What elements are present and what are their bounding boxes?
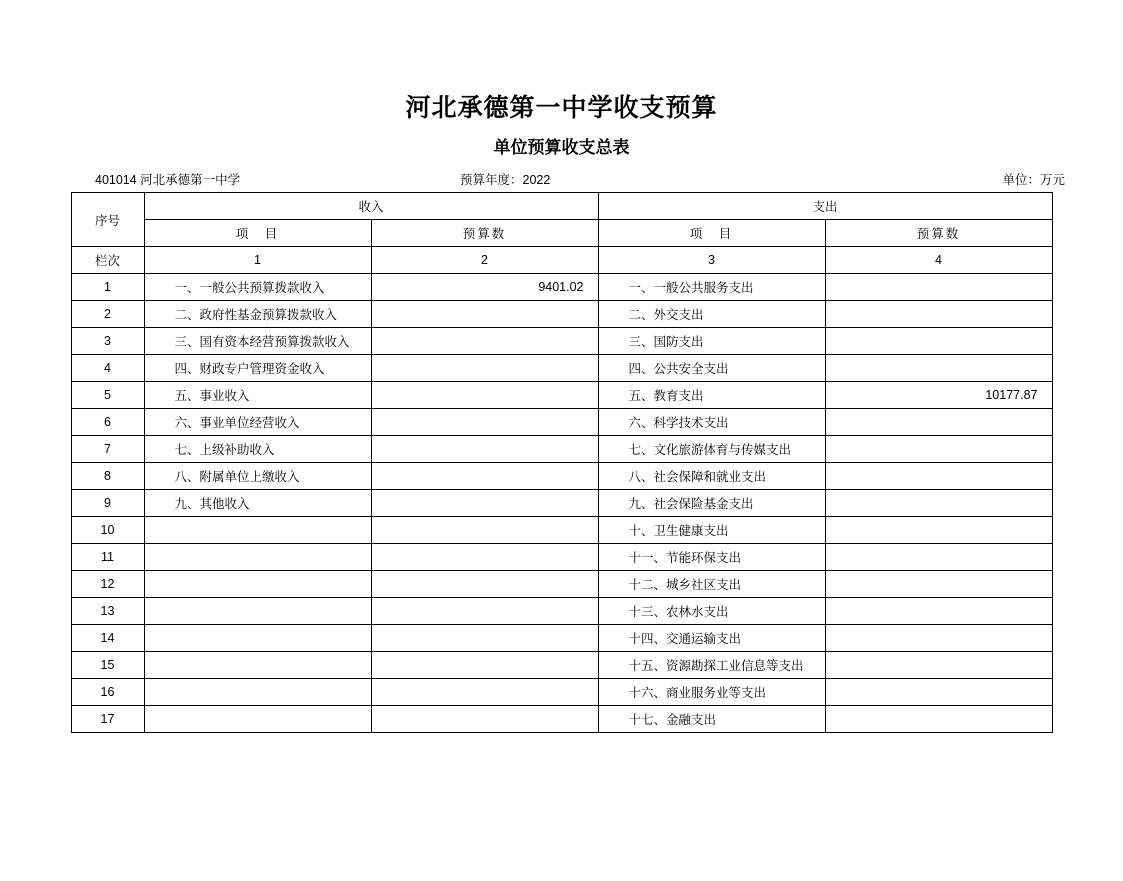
income-value-cell — [371, 706, 598, 733]
expense-value-cell — [825, 409, 1052, 436]
table-row — [71, 301, 1052, 328]
expense-item-cell: 四、公共安全支出 — [598, 355, 825, 382]
income-value-cell — [371, 652, 598, 679]
income-value-cell — [371, 571, 598, 598]
expense-value-cell — [825, 355, 1052, 382]
table-group-header-row — [71, 193, 1052, 220]
income-value-cell — [371, 517, 598, 544]
table-row — [71, 355, 1052, 382]
header-income-budget: 预算数 — [371, 220, 598, 247]
expense-value-cell — [825, 652, 1052, 679]
income-value-cell — [371, 382, 598, 409]
income-item-cell: 六、事业单位经营收入 — [144, 409, 371, 436]
fiscal-year: 预算年度：2022 — [460, 173, 551, 187]
table-row — [71, 706, 1052, 733]
page-subtitle: 单位预算收支总表 — [493, 138, 630, 158]
expense-value-cell — [825, 490, 1052, 517]
income-item-cell — [144, 598, 371, 625]
income-item-cell: 七、上级补助收入 — [144, 436, 371, 463]
expense-item-cell: 七、文化旅游体育与传媒支出 — [598, 436, 825, 463]
income-value-cell — [371, 625, 598, 652]
column-row-label: 栏次 — [71, 247, 144, 274]
income-item-cell — [144, 679, 371, 706]
table-row — [71, 382, 1052, 409]
table-row — [71, 328, 1052, 355]
table-row — [71, 517, 1052, 544]
expense-value-cell — [825, 274, 1052, 301]
table-row — [71, 571, 1052, 598]
income-value-cell — [371, 301, 598, 328]
row-seq: 1 — [71, 274, 144, 301]
row-seq: 3 — [71, 328, 144, 355]
expense-item-cell: 十七、金融支出 — [598, 706, 825, 733]
income-value-cell — [371, 355, 598, 382]
header-seq: 序号 — [71, 193, 144, 247]
expense-value-cell — [825, 571, 1052, 598]
income-item-cell — [144, 544, 371, 571]
expense-value-cell — [825, 301, 1052, 328]
expense-value-cell — [825, 436, 1052, 463]
expense-item-cell: 十三、农林水支出 — [598, 598, 825, 625]
expense-item-cell: 十二、城乡社区支出 — [598, 571, 825, 598]
column-number-1: 1 — [144, 247, 371, 274]
income-item-cell: 五、事业收入 — [144, 382, 371, 409]
table-row — [71, 409, 1052, 436]
table-row — [71, 652, 1052, 679]
income-item-cell — [144, 652, 371, 679]
document-meta — [95, 170, 1065, 188]
income-value-cell — [371, 409, 598, 436]
row-seq: 5 — [71, 382, 144, 409]
expense-value-cell — [825, 625, 1052, 652]
table-row — [71, 625, 1052, 652]
expense-item-cell: 二、外交支出 — [598, 301, 825, 328]
income-item-cell: 八、附属单位上缴收入 — [144, 463, 371, 490]
income-value-cell — [371, 328, 598, 355]
expense-item-cell: 十六、商业服务业等支出 — [598, 679, 825, 706]
header-expense-item: 项 目 — [598, 220, 825, 247]
table-row — [71, 544, 1052, 571]
row-seq: 12 — [71, 571, 144, 598]
page-title: 河北承德第一中学收支预算 — [405, 93, 718, 122]
row-seq: 4 — [71, 355, 144, 382]
header-expense-budget: 预算数 — [825, 220, 1052, 247]
income-value-cell — [371, 544, 598, 571]
table-row — [71, 679, 1052, 706]
expense-item-cell: 五、教育支出 — [598, 382, 825, 409]
expense-value-cell — [825, 679, 1052, 706]
column-number-2: 2 — [371, 247, 598, 274]
header-income-item: 项 目 — [144, 220, 371, 247]
expense-item-cell: 八、社会保障和就业支出 — [598, 463, 825, 490]
amount-unit: 单位：万元 — [1002, 173, 1065, 187]
income-item-cell — [144, 625, 371, 652]
income-item-cell: 四、财政专户管理资金收入 — [144, 355, 371, 382]
header-expenditure-group: 支出 — [598, 193, 1052, 220]
expense-value-cell — [825, 706, 1052, 733]
column-number-3: 3 — [598, 247, 825, 274]
expense-value-cell: 10177.87 — [825, 382, 1052, 409]
table-row — [71, 598, 1052, 625]
expense-item-cell: 三、国防支出 — [598, 328, 825, 355]
table-column-number-row — [71, 247, 1052, 274]
table-sub-header-row — [71, 220, 1052, 247]
table-row — [71, 463, 1052, 490]
table-row — [71, 436, 1052, 463]
row-seq: 10 — [71, 517, 144, 544]
unit-code-name: 401014 河北承德第一中学 — [95, 173, 241, 187]
income-item-cell: 二、政府性基金预算拨款收入 — [144, 301, 371, 328]
income-value-cell — [371, 490, 598, 517]
row-seq: 2 — [71, 301, 144, 328]
row-seq: 15 — [71, 652, 144, 679]
row-seq: 13 — [71, 598, 144, 625]
expense-item-cell: 九、社会保险基金支出 — [598, 490, 825, 517]
row-seq: 7 — [71, 436, 144, 463]
income-value-cell — [371, 436, 598, 463]
expense-value-cell — [825, 328, 1052, 355]
income-value-cell — [371, 679, 598, 706]
expense-value-cell — [825, 517, 1052, 544]
expense-item-cell: 十、卫生健康支出 — [598, 517, 825, 544]
income-value-cell: 9401.02 — [371, 274, 598, 301]
row-seq: 11 — [71, 544, 144, 571]
income-item-cell — [144, 517, 371, 544]
expense-value-cell — [825, 463, 1052, 490]
table-row — [71, 490, 1052, 517]
expense-value-cell — [825, 598, 1052, 625]
expense-item-cell: 六、科学技术支出 — [598, 409, 825, 436]
row-seq: 16 — [71, 679, 144, 706]
row-seq: 9 — [71, 490, 144, 517]
income-value-cell — [371, 598, 598, 625]
expense-item-cell: 十一、节能环保支出 — [598, 544, 825, 571]
budget-table — [71, 192, 1053, 733]
expense-item-cell: 十五、资源勘探工业信息等支出 — [598, 652, 825, 679]
row-seq: 6 — [71, 409, 144, 436]
income-item-cell: 三、国有资本经营预算拨款收入 — [144, 328, 371, 355]
header-income-group: 收入 — [144, 193, 598, 220]
row-seq: 8 — [71, 463, 144, 490]
document-page — [0, 88, 1123, 881]
income-item-cell: 一、一般公共预算拨款收入 — [144, 274, 371, 301]
income-item-cell: 九、其他收入 — [144, 490, 371, 517]
column-number-4: 4 — [825, 247, 1052, 274]
expense-item-cell: 十四、交通运输支出 — [598, 625, 825, 652]
table-row — [71, 274, 1052, 301]
row-seq: 17 — [71, 706, 144, 733]
income-value-cell — [371, 463, 598, 490]
row-seq: 14 — [71, 625, 144, 652]
expense-item-cell: 一、一般公共服务支出 — [598, 274, 825, 301]
expense-value-cell — [825, 544, 1052, 571]
income-item-cell — [144, 706, 371, 733]
income-item-cell — [144, 571, 371, 598]
